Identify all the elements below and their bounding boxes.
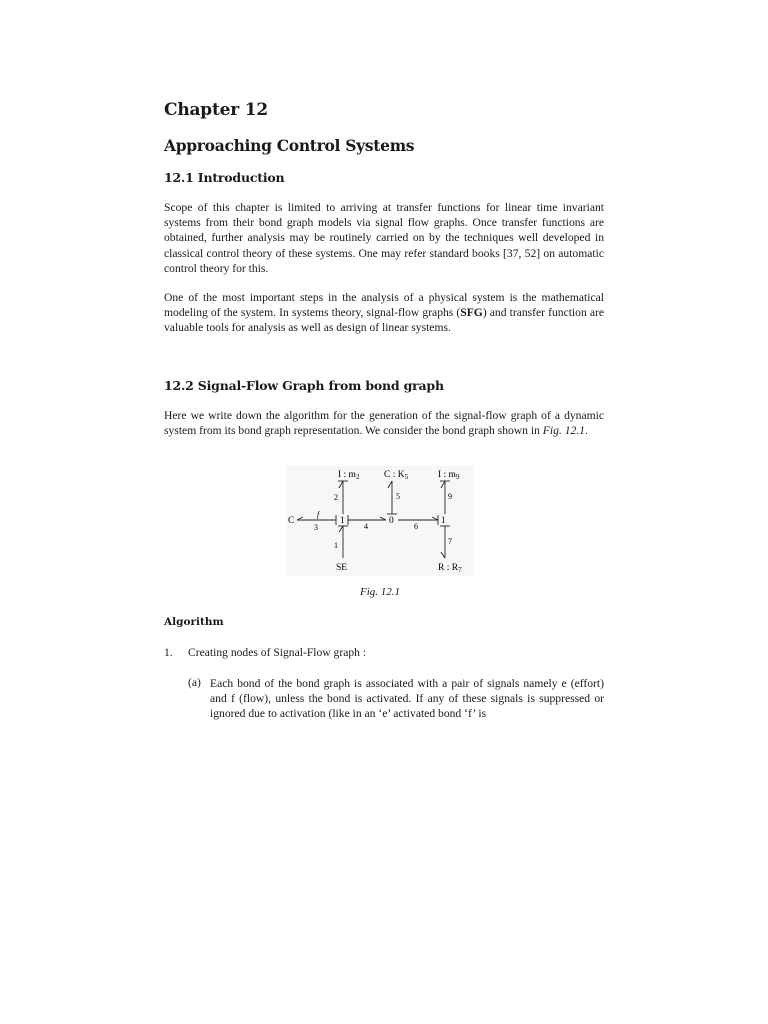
list-item-1-text: Creating nodes of Signal-Flow graph :: [188, 646, 367, 659]
intro-paragraph-2: [164, 290, 604, 336]
sfg-paragraph: [164, 408, 604, 438]
junction-1-left: 1: [340, 516, 345, 526]
label-se: SE: [336, 563, 348, 573]
label-i-m2: I : $m_2$: [338, 470, 360, 481]
figure-caption: Fig. 12.1: [360, 586, 401, 598]
figure-reference-link[interactable]: Fig. 12.1: [542, 424, 585, 438]
label-r-r7: R : $R_7$: [438, 563, 462, 574]
junction-0: 0: [389, 516, 394, 526]
bond-4-label: 4: [364, 522, 368, 531]
intro-paragraph-2-text-b: ) and transfer function are valuable tools for analysis as well as design of linear systems.: [164, 306, 604, 335]
algorithm-heading: Algorithm: [164, 616, 224, 628]
list-item-1-number: 1.: [164, 646, 173, 659]
sub-item-a-label: (a): [188, 676, 201, 689]
label-i-m9: I : $m_9$: [438, 470, 460, 481]
intro-paragraph-2-text-a: One of the most important steps in the analysis of a physical system is the mathematical modeling of the system. In systems theory, signal-flow graphs (: [164, 291, 604, 320]
bond-3-label: 3: [314, 523, 318, 532]
sfg-paragraph-text: Here we write down the algorithm for the generation of the signal-flow graph of a dynamic system from its bond graph representation. We consider the bond graph shown in: [164, 409, 604, 438]
sub-item-a-text: Each bond of the bond graph is associated with a pair of signals namely e (effort) and f (flow), unless the bond is activated. If any of these signals is suppressed or ignored due to activation (like in an ‘e’ activated bond ‘f’ is: [210, 677, 604, 721]
section-heading-introduction: 12.1 Introduction: [164, 170, 285, 185]
bond-2-label: 2: [334, 493, 338, 502]
chapter-title: Approaching Control Systems: [164, 136, 415, 155]
junction-1-right: 1: [441, 516, 446, 526]
label-c-left: C: [288, 516, 295, 526]
bond-6-label: 6: [414, 522, 418, 531]
bond-graph-figure: [286, 466, 474, 576]
flow-label: f: [317, 510, 320, 519]
section-heading-signal-flow-graph: 12.2 Signal-Flow Graph from bond graph: [164, 378, 444, 393]
bond-5-label: 5: [396, 492, 400, 501]
bond-7-label: 7: [448, 537, 452, 546]
chapter-label: Chapter 12: [164, 100, 268, 120]
figure-background: [286, 466, 474, 576]
bond-1-label: 1: [334, 541, 338, 550]
label-c-k5: C : $K_5$: [384, 470, 409, 481]
sfg-paragraph-end: .: [584, 424, 588, 438]
bond-9-label: 9: [448, 492, 452, 501]
sfg-abbreviation: SFG: [460, 306, 483, 320]
intro-paragraph-1: Scope of this chapter is limited to arriving at transfer functions for linear time invariant systems from their bond graph models via signal flow graphs. Once transfer functions are obtained, further analysis may be routinely carried on by the techniques well developed in classical control theory of these systems. One may refer standard books [37, 52] on automatic control theory for this.: [164, 201, 604, 275]
